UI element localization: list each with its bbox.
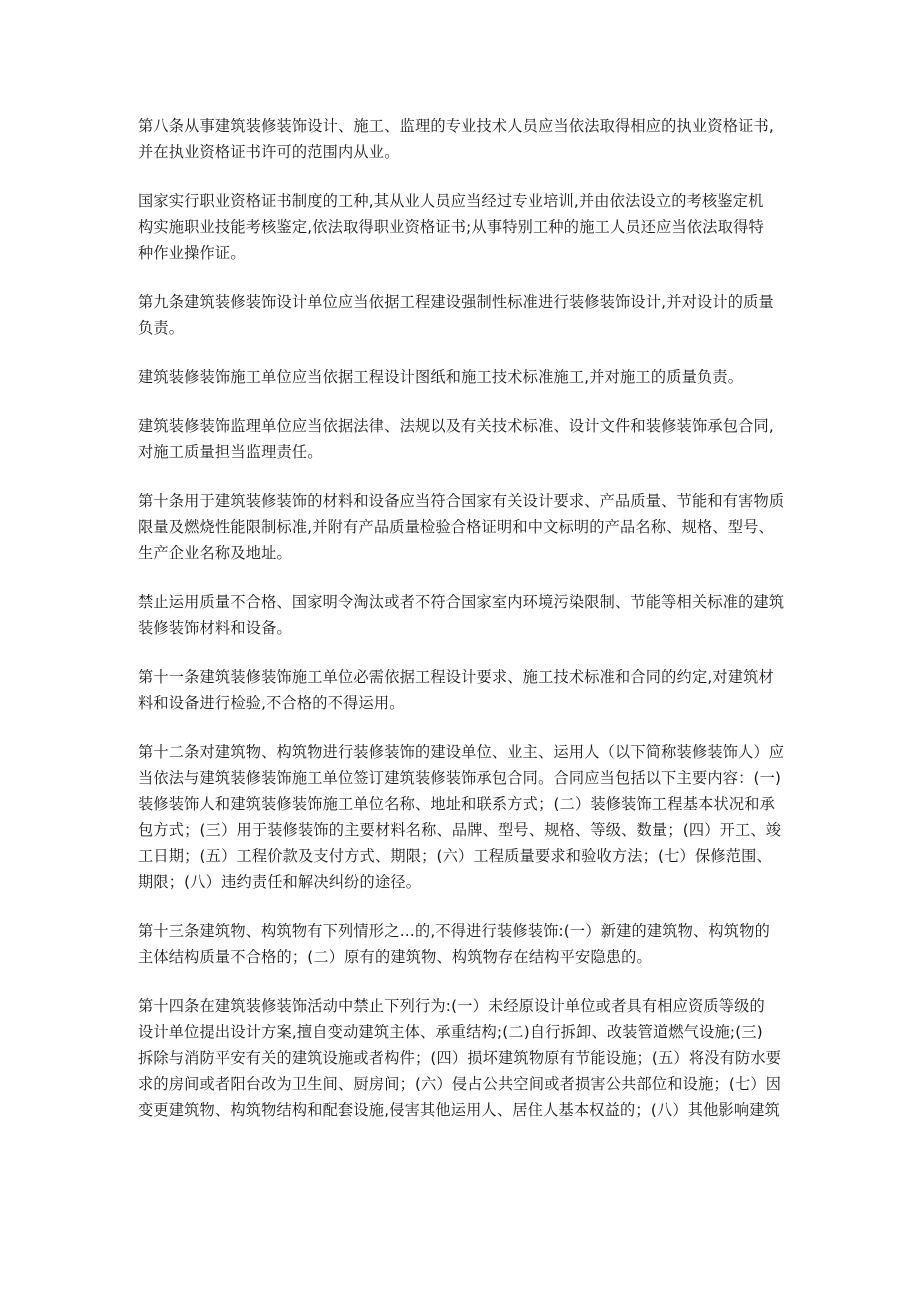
paragraph-qualification (138, 188, 786, 266)
text-line: 求的房间或者阳台改为卫生间、厨房间；(六）侵占公共空间或者损害公共部位和设施；(七）因 (138, 1075, 782, 1093)
text-line: 对施工质量担当监理责任。 (138, 443, 323, 461)
text-line: 第十四条在建筑装修装饰活动中禁止下列行为:(一）未经原设计单位或者具有相应资质等级的 (138, 997, 765, 1015)
text-line: 建筑装修装饰施工单位应当依据工程设计图纸和施工技术标准施工,并对施工的质量负责。 (138, 368, 744, 386)
document-body (138, 113, 786, 1146)
text-line: 第十二条对建筑物、构筑物进行装修装饰的建设单位、业主、运用人（以下简称装修装饰人）应 (138, 743, 785, 761)
text-line: 生产企业名称及地址。 (138, 544, 292, 562)
paragraph-article-14 (138, 993, 786, 1123)
text-line: 禁止运用质量不合格、国家明令淘汰或者不符合国家室内环境污染限制、节能等相关标准的建筑 (138, 593, 785, 611)
text-line: 主体结构质量不合格的；(二）原有的建筑物、构筑物存在结构平安隐患的。 (138, 948, 652, 966)
text-line: 国家实行职业资格证书制度的工种,其从业人员应当经过专业培训,并由依法设立的考核鉴定机 (138, 192, 764, 210)
text-line: 限量及燃烧性能限制标准,并附有产品质量检验合格证明和中文标明的产品名称、规格、型号、 (138, 518, 774, 536)
text-line: 包方式；(三）用于装修装饰的主要材料名称、品牌、型号、规格、等级、数量；(四）开工、竣 (138, 821, 782, 839)
text-line: 建筑装修装饰监理单位应当依据法律、法规以及有关技术标准、设计文件和装修装饰承包合同, (138, 417, 774, 435)
paragraph-article-13 (138, 918, 786, 970)
text-line: 种作业操作证。 (138, 244, 246, 262)
text-line: 料和设备进行检验,不合格的不得运用。 (138, 694, 405, 712)
text-line: 第十条用于建筑装修装饰的材料和设备应当符合国家有关设计要求、产品质量、节能和有害物质 (138, 492, 785, 510)
paragraph-article-11 (138, 664, 786, 716)
text-line: 第八条从事建筑装修装饰设计、施工、监理的专业技术人员应当依法取得相应的执业资格证书, (138, 117, 774, 135)
text-line: 当依法与建筑装修装饰施工单位签订建筑装修装饰承包合同。合同应当包括以下主要内容：(一) (138, 769, 782, 787)
paragraph-article-10 (138, 488, 786, 566)
paragraph-construction-unit (138, 364, 786, 390)
text-line: 工日期；(五）工程价款及支付方式、期限；(六）工程质量要求和验收方法；(七）保修范围、 (138, 847, 772, 865)
text-line: 设计单位提出设计方案,擅自变动建筑主体、承重结构;(二)自行拆卸、改装管道燃气设施;(三) (138, 1023, 763, 1041)
paragraph-article-12 (138, 739, 786, 895)
text-line: 构实施职业技能考核鉴定,依法取得职业资格证书;从事特别工种的施工人员还应当依法取得特 (138, 218, 764, 236)
text-line: 第九条建筑装修装饰设计单位应当依据工程建设强制性标准进行装修装饰设计,并对设计的质量 (138, 293, 774, 311)
text-line: 期限；(八）违约责任和解决纠纷的途径。 (138, 873, 422, 891)
text-line: 拆除与消防平安有关的建筑设施或者构件；(四）损坏建筑物原有节能设施；(五）将没有防水要 (138, 1049, 782, 1067)
text-line: 第十一条建筑装修装饰施工单位必需依据工程设计要求、施工技术标准和合同的约定,对建筑材 (138, 668, 774, 686)
text-line: 第十三条建筑物、构筑物有下列情形之…的,不得进行装修装饰:(一）新建的建筑物、构筑物的 (138, 922, 770, 940)
text-line: 装修装饰材料和设备。 (138, 619, 292, 637)
text-line: 负责。 (138, 319, 185, 337)
text-line: 并在执业资格证书许可的范围内从业。 (138, 143, 400, 161)
paragraph-prohibited-materials (138, 589, 786, 641)
text-line: 装修装饰人和建筑装修装饰施工单位名称、地址和联系方式；(二）装修装饰工程基本状况和承 (138, 795, 776, 813)
paragraph-article-9 (138, 289, 786, 341)
paragraph-supervision-unit (138, 413, 786, 465)
text-line: 变更建筑物、构筑物结构和配套设施,侵害其他运用人、居住人基本权益的；(八）其他影响建筑 (138, 1101, 781, 1119)
paragraph-article-8 (138, 113, 786, 165)
